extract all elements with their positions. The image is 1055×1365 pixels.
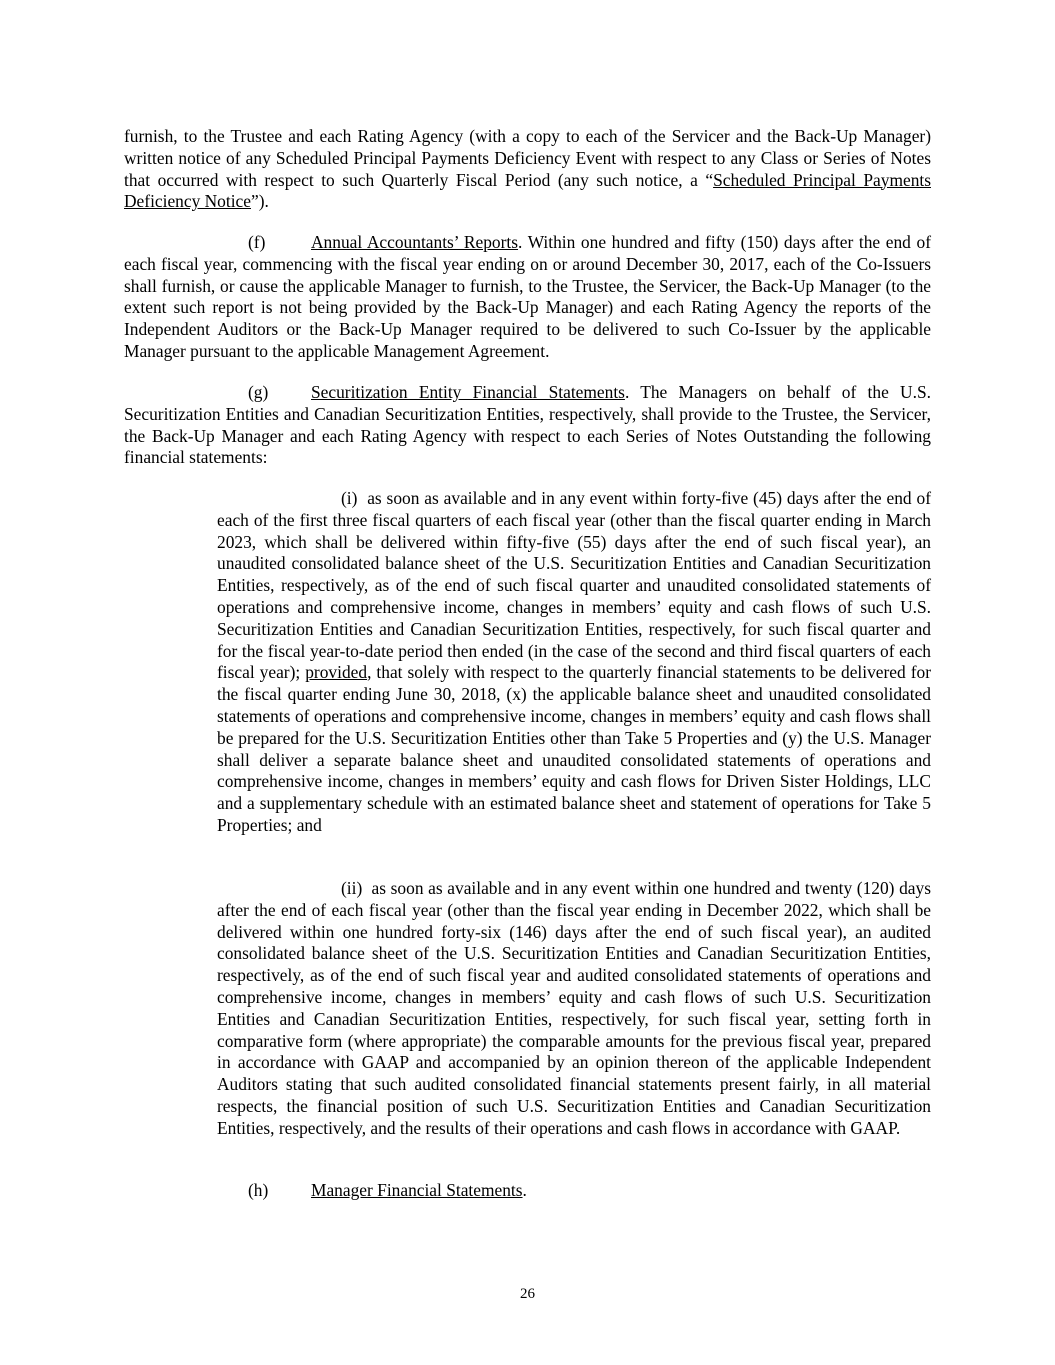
section-f-heading: Annual Accountants’ Reports — [311, 232, 519, 252]
section-f-paragraph — [124, 232, 931, 363]
defined-term-provided: provided — [305, 662, 368, 683]
section-g-label: (g) — [248, 382, 269, 402]
section-f-label: (f) — [248, 232, 266, 252]
subsection-i-text-end: , that solely with respect to the quarterly financial statements to be delivered for the fiscal quarter ending June 30, 2018, (x) the applicable balance sheet and unaudited consolidated statements of operations and comprehensive income, changes in members’ equity and cash flows shall be prepared for the U.S. Securitization Entities other than Take 5 Properties and (y) the U.S. Manager shall deliver a separate balance sheet and unaudited consolidated statements of operations and comprehensive income, changes in members’ equity and cash flows for Driven Sister Holdings, LLC and a supplementary schedule with an estimated balance sheet and statement of operations for Take 5 Properties; and — [217, 662, 931, 835]
subsection-ii-text: as soon as available and in any event within one hundred and twenty (120) days after the end of each fiscal year (other than the fiscal year ending in December 2022, which shall be delivered within one hundred forty-six (146) days after the end of such fiscal year), an audited consolidated balance sheet of the U.S. Securitization Entities and Canadian Securitization Entities, respectively, as of the end of such fiscal year and audited consolidated statements of operations and comprehensive income, changes in members’ equity and cash flows of such U.S. Securitization Entities and Canadian Securitization Entities, respectively, for such fiscal year, setting forth in comparative form (where appropriate) the comparable amounts for the previous fiscal year, prepared in accordance with GAAP and accompanied by an opinion thereon of the applicable Independent Auditors stating that such audited consolidated financial statements present fairly, in all material respects, the financial position of such U.S. Securitization Entities and Canadian Securitization Entities, respectively, and the results of their operations and cash flows in accordance with GAAP. — [217, 878, 931, 1138]
section-h-label: (h) — [248, 1180, 269, 1200]
section-h-text: . — [522, 1180, 527, 1200]
section-g-heading: Securitization Entity Financial Statements — [311, 382, 625, 402]
defined-term-deficiency-notice: Scheduled Principal Payments Deficiency Notice — [124, 169, 931, 212]
section-h-paragraph — [124, 1180, 931, 1202]
subsection-i-paragraph — [217, 488, 931, 837]
subsection-i-label: (i) — [341, 488, 358, 508]
section-f-text: . Within one hundred and fifty (150) days after the end of each fiscal year, commencing with the fiscal year ending on or around December 30, 2017, each of the Co-Issuers shall furnish, or cause the applicable Manager to furnish, to the Trustee, the Servicer, the Back-Up Manager (to the extent such report is not being provided by the Back-Up Manager) and each Rating Agency the reports of the Independent Auditors or the Back-Up Manager required to be delivered to such Co-Issuer by the applicable Manager pursuant to the applicable Management Agreement. — [124, 232, 931, 361]
section-h-heading: Manager Financial Statements — [311, 1180, 523, 1200]
subsection-ii-paragraph — [217, 878, 931, 1140]
section-g-paragraph — [124, 382, 931, 469]
section-g-text: . The Managers on behalf of the U.S. Securitization Entities and Canadian Securitization Entities, respectively, shall provide to the Trustee, the Servicer, the Back-Up Manager and each Rating Agency with respect to each Series of Notes Outstanding the following financial statements: — [124, 382, 931, 468]
subsection-i-text: as soon as available and in any event within forty-five (45) days after the end of each of the first three fiscal quarters of each fiscal year (other than the fiscal quarter ending in March 2023, which shall be delivered within fifty-five (55) days after the end of such fiscal year), an unaudited consolidated balance sheet of the U.S. Securitization Entities and Canadian Securitization Entities, respectively, as of the end of such fiscal quarter and unaudited consolidated statements of operations and comprehensive income, changes in members’ equity and cash flows of such U.S. Securitization Entities and Canadian Securitization Entities, respectively, for such fiscal quarter and for the fiscal year-to-date period then ended (in the case of the second and third fiscal quarters of each fiscal year); — [217, 488, 931, 683]
page-number: 26 — [520, 1286, 535, 1302]
intro-text: furnish, to the Trustee and each Rating Agency (with a copy to each of the Servicer and the Back-Up Manager) written notice of any Scheduled Principal Payments Deficiency Event with respect to any Class or Series of Notes that occurred with respect to such Quarterly Fiscal Period (any such notice, a “ — [124, 126, 931, 190]
subsection-ii-label: (ii) — [341, 878, 363, 898]
intro-text-end: ”). — [250, 191, 269, 212]
intro-paragraph — [124, 126, 931, 213]
